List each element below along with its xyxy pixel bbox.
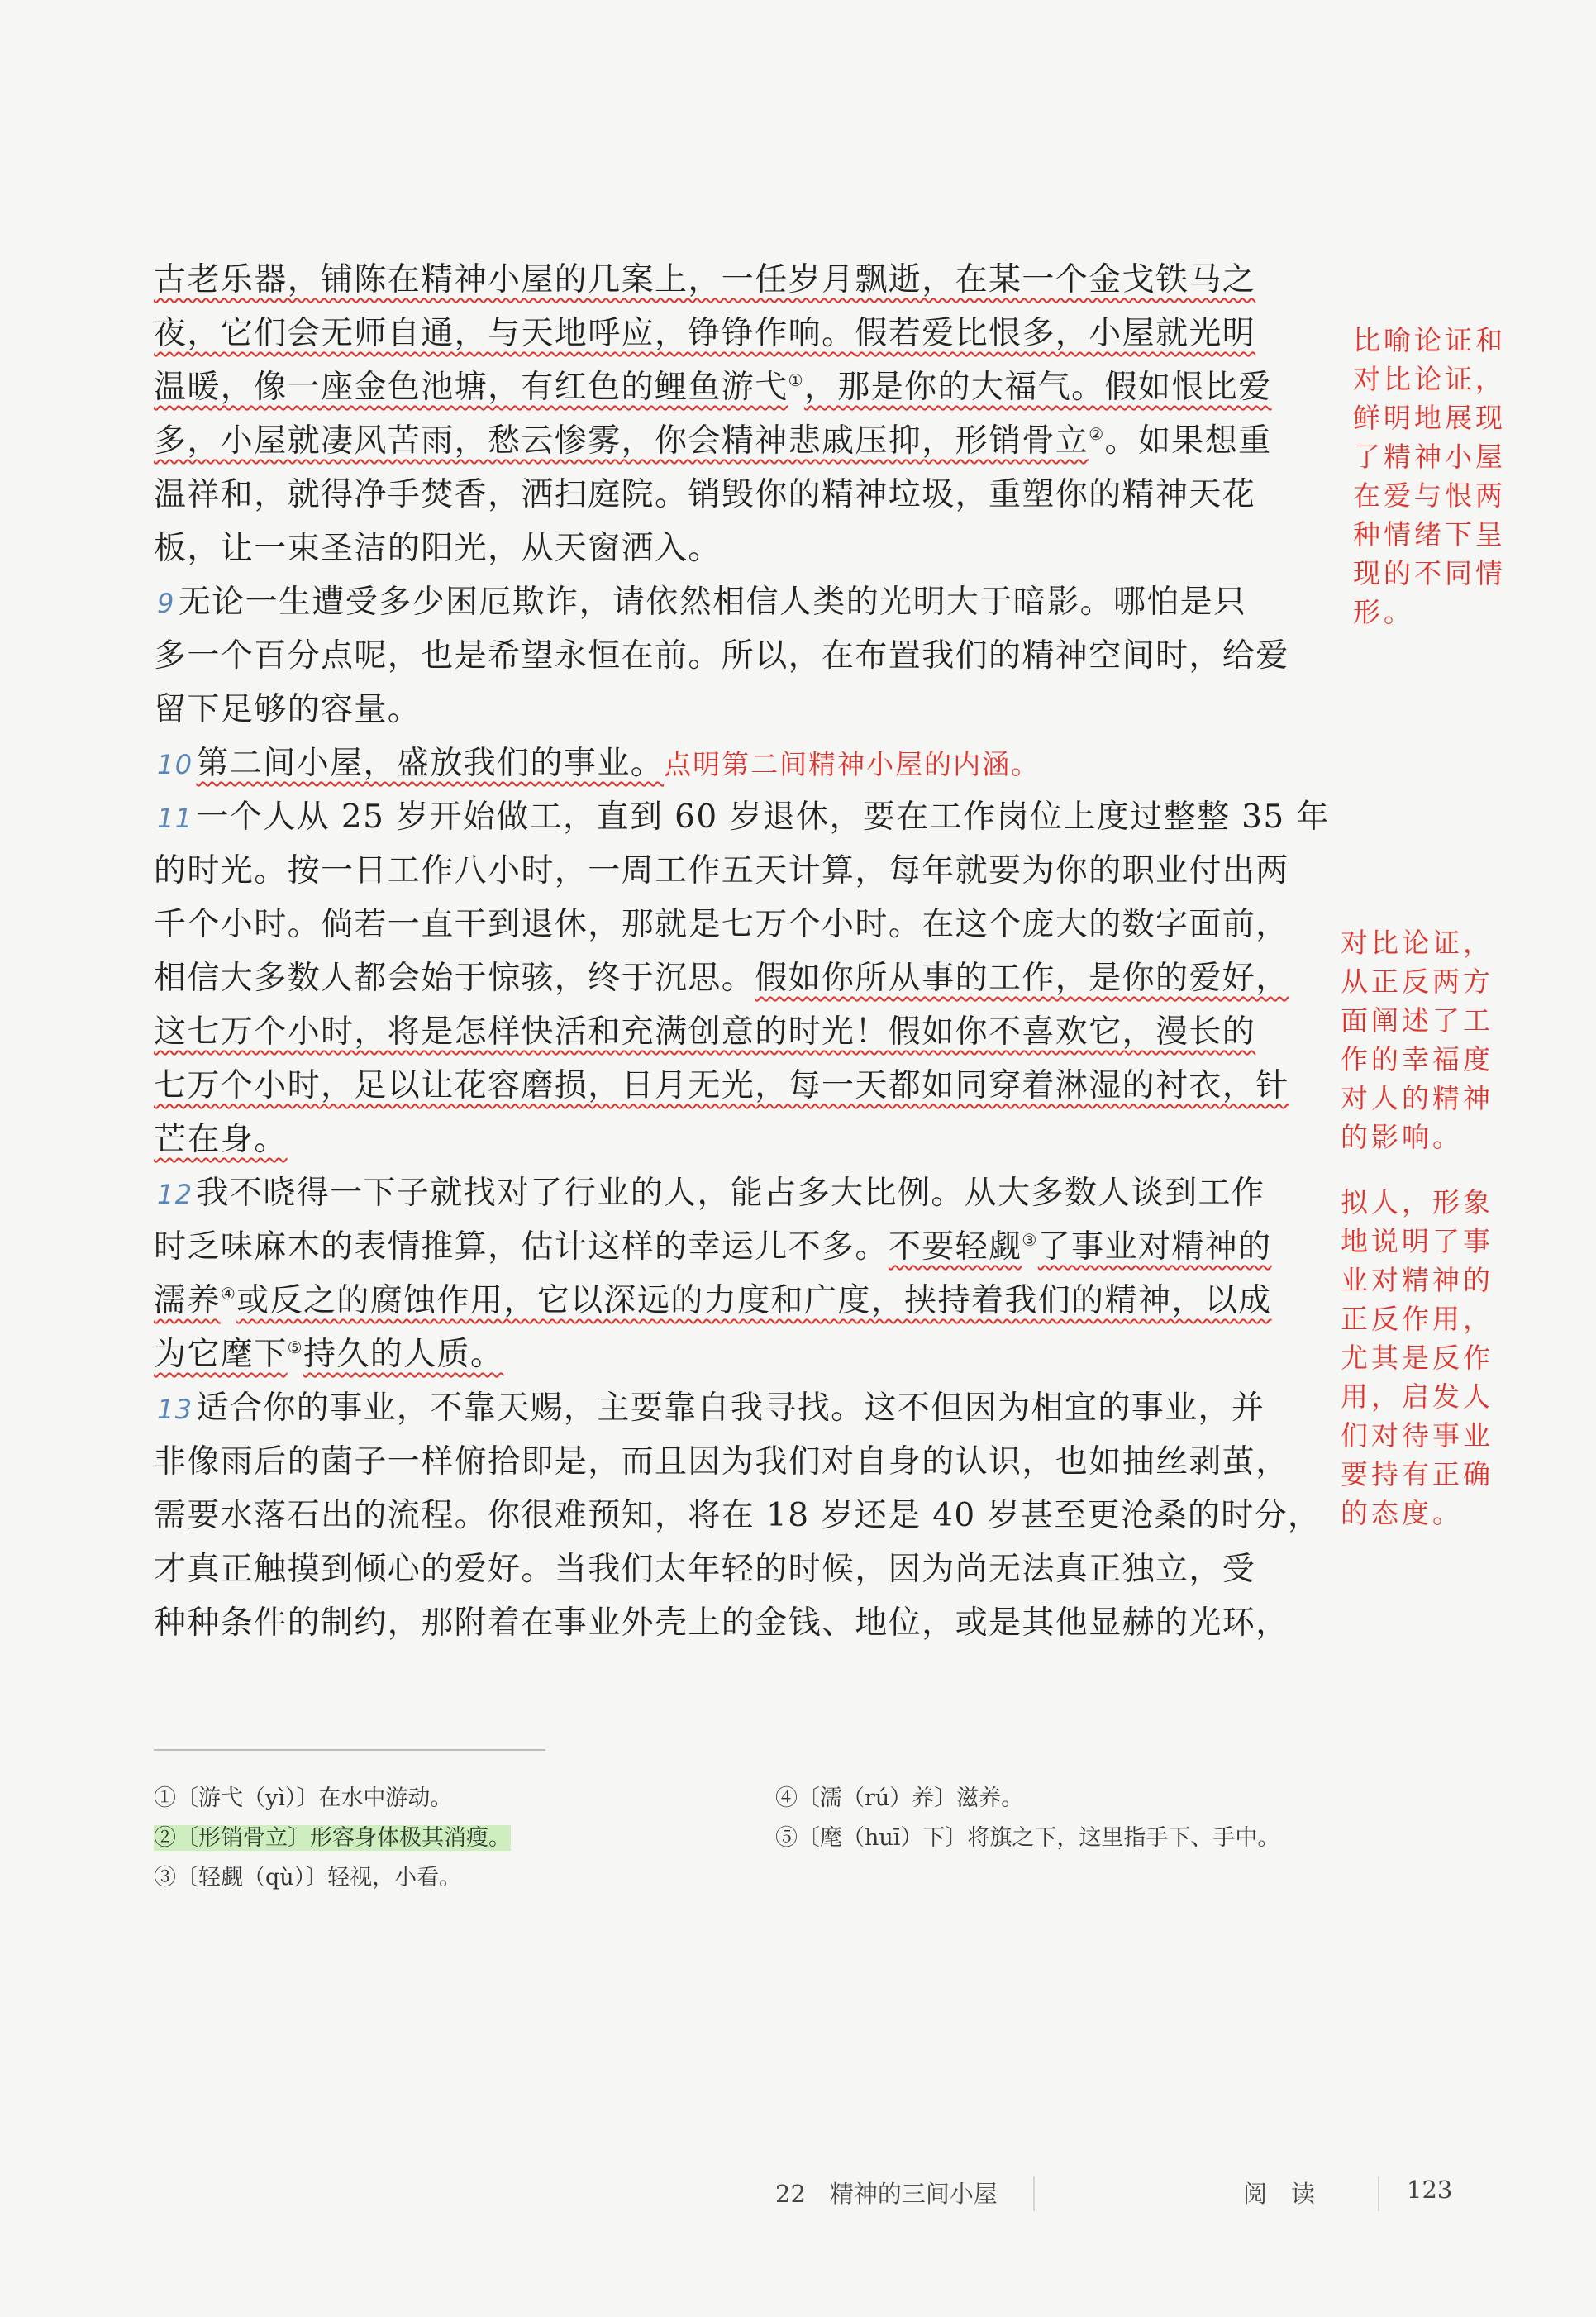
margin-annotation [1353,321,1506,632]
annotation-line: 面阐述了工 [1341,1004,1494,1037]
underlined-text: 古老乐器，铺陈在精神小屋的几案上，一任岁月飘逝，在某一个金戈铁马之 [154,261,1256,298]
annotation-line: 要持有正确 [1341,1458,1494,1490]
paragraph-number: 10 [157,749,193,780]
text-line [154,1542,1336,1596]
footnote-row [775,1779,1279,1819]
text-run: 无论一生遭受多少困厄欺诈，请依然相信人类的光明大于暗影。哪怕是只 [178,584,1247,621]
footnote-marker: ③ [1022,1230,1038,1250]
text-line [154,414,1336,468]
annotation-line: 业对精神的 [1341,1264,1494,1296]
page-number: 123 [1407,2176,1453,2204]
text-line [154,1005,1336,1059]
footnote-row [775,1819,1279,1858]
paragraph-number: 13 [157,1394,193,1425]
paragraph-number: 9 [157,588,175,619]
annotation-line: 对比论证， [1341,927,1494,959]
text-line [154,1489,1336,1542]
footnote-marker: ② [1089,424,1105,444]
underlined-text: 濡养 [154,1282,221,1319]
text-line [154,1220,1336,1274]
text-run: 温祥和，就得净手焚香，洒扫庭院。销毁你的精神垃圾，重塑你的精神天花 [154,476,1256,513]
annotation-line: 尤其是反作 [1341,1342,1494,1374]
text-line [154,1166,1336,1220]
text-run: 板，让一束圣洁的阳光，从天窗洒入。 [154,530,722,567]
annotation-line: 正反作用， [1341,1303,1494,1335]
text-run: 时乏味麻木的表情推算，估计这样的幸运儿不多。 [154,1228,889,1266]
footer-divider [1033,2176,1035,2211]
footnote-row [154,1819,511,1858]
text-run: 相信大多数人都会始于惊骇，终于沉思。 [154,960,755,997]
text-line [154,683,1336,737]
annotation-line: 对比论证， [1353,363,1506,395]
annotation-line: 对人的精神 [1341,1082,1494,1114]
annotation-line: 们对待事业 [1341,1419,1494,1452]
annotation-line: 地说明了事 [1341,1225,1494,1257]
text-line [154,1328,1336,1381]
text-line [154,1113,1336,1166]
footer-divider [1378,2176,1379,2211]
underlined-text: 不要轻觑 [888,1228,1022,1266]
text-run: 非像雨后的菌子一样俯拾即是，而且因为我们对自身的认识，也如抽丝剥茧， [154,1443,1289,1480]
footnote: ③〔轻觑（qù）〕轻视，小看。 [154,1865,462,1890]
text-line [154,1596,1336,1650]
underlined-text: 假若爱比恨多，小屋就光明 [855,315,1256,352]
annotation-line: 鲜明地展现 [1353,402,1506,434]
text-run: 多一个百分点呢，也是希望永恒在前。所以，在布置我们的精神空间时，给爱 [154,637,1289,675]
paragraph-number: 12 [157,1179,193,1210]
annotation-line: 现的不同情 [1353,557,1506,589]
underlined-text: 持久的人质。 [303,1336,504,1373]
text-line [154,1435,1336,1489]
text-line [154,360,1336,414]
underlined-text: 多，小屋就凄风苦雨，愁云惨雾，你会精神悲戚压抑，形销骨立 [154,422,1089,460]
underlined-text: 芒在身。 [154,1121,288,1158]
footnote-row [154,1858,511,1898]
text-line [154,1059,1336,1113]
footnote: ④〔濡（rú）养〕滋养。 [775,1785,1024,1811]
annotation-line: 的影响。 [1341,1121,1463,1153]
paragraph-number: 11 [157,803,193,834]
underlined-text: ，那是你的大福气。假如恨比爱 [803,369,1272,406]
lesson-title: 22 精神的三间小屋 [775,2180,998,2208]
footnote: ⑤〔麾（huī）下〕将旗之下，这里指手下、手中。 [775,1825,1280,1851]
text-line [154,737,1336,790]
footnotes-right [775,1779,1279,1858]
annotation-line: 拟人，形象 [1341,1186,1494,1218]
annotation-line: 形。 [1353,596,1414,628]
text-line [154,253,1336,307]
underlined-text: 七万个小时，足以让花容磨损，日月无光，每一天都如同穿着淋湿的衬衣，针 [154,1067,1289,1104]
underlined-text: 为它麾下 [154,1336,288,1373]
underlined-text: 了事业对精神的 [1037,1228,1272,1266]
annotation-line: 从正反两方 [1341,965,1494,998]
underlined-text: 这七万个小时，将是怎样快活和充满创意的时光！假如你不喜欢它，漫长的 [154,1013,1256,1051]
text-run: 留下足够的容量。 [154,691,422,728]
footnote: ②〔形销骨立〕形容身体极其消瘦。 [154,1825,511,1851]
underlined-text: 夜，它们会无师自通，与天地呼应，铮铮作响。 [154,315,855,352]
footnote-marker: ① [788,370,804,390]
annotation-line: 种情绪下呈 [1353,518,1506,551]
text-run: 适合你的事业，不靠天赐，主要靠自我寻找。这不但因为相宜的事业，并 [196,1390,1265,1427]
margin-annotation [1341,1183,1494,1533]
text-line [154,468,1336,522]
text-line [154,307,1336,360]
footnote-marker: ⑤ [287,1337,303,1357]
annotation-line: 的态度。 [1341,1497,1463,1529]
underlined-text: 假如你所从事的工作，是你的爱好， [755,960,1289,997]
annotation-line: 在爱与恨两 [1353,479,1506,512]
footnote-row [154,1779,511,1819]
text-run: 需要水落石出的流程。你很难预知，将在 18 岁还是 40 岁甚至更沧桑的时分， [154,1497,1322,1534]
underlined-text: 或反之的腐蚀作用，它以深远的力度和广度，挟持着我们的精神，以成 [236,1282,1272,1319]
text-line [154,951,1336,1005]
underlined-text: 第二间小屋，盛放我们的事业。 [196,745,665,782]
text-run: 种种条件的制约，那附着在事业外壳上的金钱、地位，或是其他显赫的光环， [154,1604,1289,1642]
text-run: 才真正触摸到倾心的爱好。当我们太年轻的时候，因为尚无法真正独立，受 [154,1551,1256,1588]
text-line [154,1381,1336,1435]
annotation-line: 了精神小屋 [1353,441,1506,473]
text-run: 千个小时。倘若一直干到退休，那就是七万个小时。在这个庞大的数字面前， [154,906,1289,943]
text-line [154,575,1336,629]
text-line [154,844,1336,898]
footnote-divider [154,1749,545,1751]
text-run: 的时光。按一日工作八小时，一周工作五天计算，每年就要为你的职业付出两 [154,852,1289,889]
text-line [154,898,1336,951]
margin-annotation [1341,923,1494,1156]
footnote: ①〔游弋（yì）〕在水中游动。 [154,1785,453,1811]
text-run: 。如果想重 [1104,422,1272,460]
annotation-line: 作的幸福度 [1341,1043,1494,1075]
text-run: 我不晓得一下子就找对了行业的人，能占多大比例。从大多数人谈到工作 [196,1175,1265,1212]
body-text [154,253,1336,1650]
text-line [154,1274,1336,1328]
footnote-marker: ④ [220,1284,237,1304]
section-label: 阅 读 [1243,2180,1316,2208]
text-line [154,790,1336,844]
text-line [154,629,1336,683]
underlined-text: 温暖，像一座金色池塘，有红色的鲤鱼游弋 [154,369,788,406]
footnotes-left [154,1779,511,1898]
annotation-line: 比喻论证和 [1353,324,1506,356]
text-run: 一个人从 25 岁开始做工，直到 60 岁退休，要在工作岗位上度过整整 35 年 [196,799,1330,836]
text-line [154,522,1336,575]
annotation-line: 用，启发人 [1341,1380,1494,1413]
inline-annotation: 点明第二间精神小屋的内涵。 [664,748,1041,780]
